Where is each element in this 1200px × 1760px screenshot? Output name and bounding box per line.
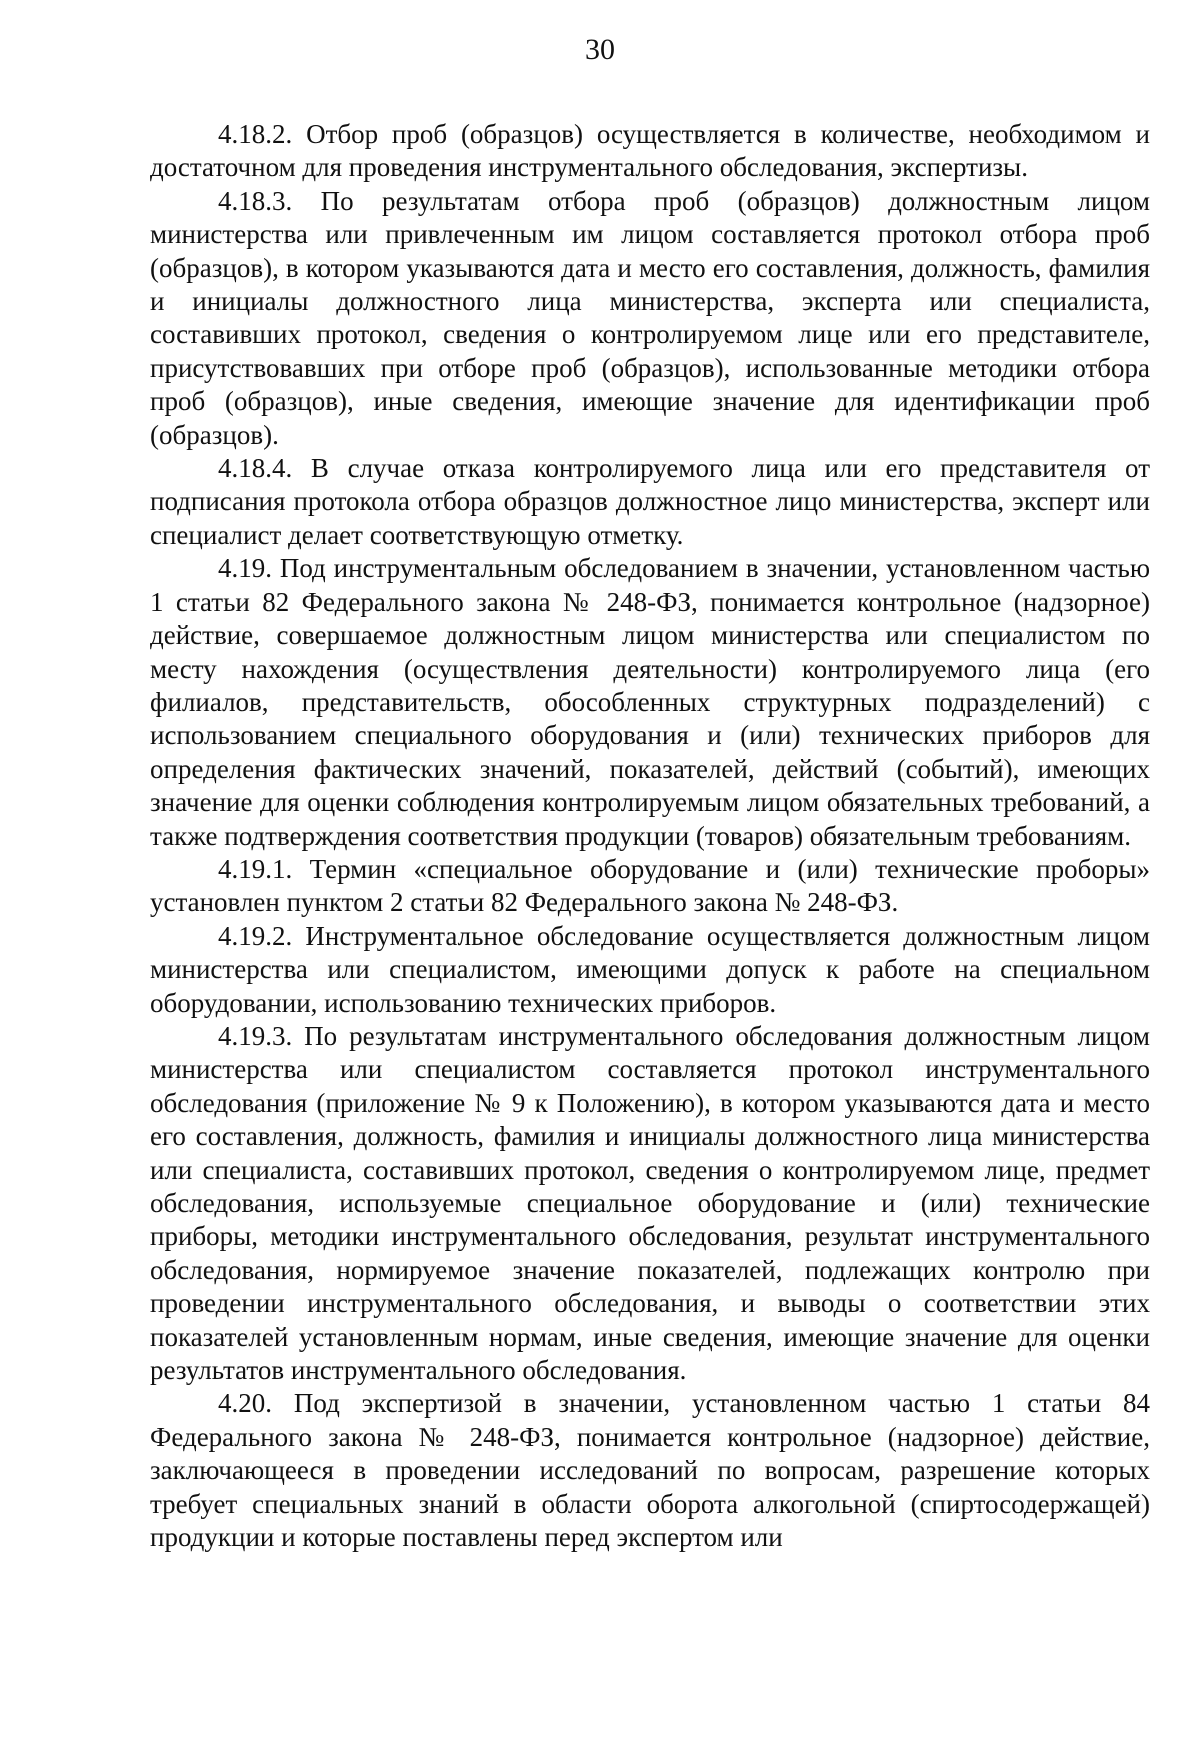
paragraph-4-19: 4.19. Под инструментальным обследованием в значении, установленном частью 1 статьи 82 Федерального закона № 248-ФЗ, понимается контрольное (надзорное) действие, совершаемое должностным лицом министерства или специалистом по месту нахождения (осуществления деятельности) контролируемого лица (его филиалов, представительств, обособленных структурных подразделений) с использованием специального оборудования и (или) технических приборов для определения фактических значений, показателей, действий (событий), имеющих значение для оценки соблюдения контролируемым лицом обязательных требований, а также подтверждения соответствия продукции (товаров) обязательным требованиям. [150, 553, 1150, 851]
document-body [150, 118, 1150, 1554]
paragraph-4-18-4: 4.18.4. В случае отказа контролируемого лица или его представителя от подписания протокола отбора образцов должностное лицо министерства, эксперт или специалист делает соответствующую отметку. [150, 453, 1150, 550]
paragraph-4-19-3: 4.19.3. По результатам инструментального обследования должностным лицом министерства или специалистом составляется протокол инструментального обследования (приложение № 9 к Положению), в котором указываются дата и место его составления, должность, фамилия и инициалы должностного лица министерства или специалиста, составивших протокол, сведения о контролируемом лице, предмет обследования, используемые специальное оборудование и (или) технические приборы, методики инструментального обследования, результат инструментального обследования, нормируемое значение показателей, подлежащих контролю при проведении инструментального обследования, и выводы о соответствии этих показателей установленным нормам, иные сведения, имеющие значение для оценки результатов инструментального обследования. [150, 1020, 1150, 1386]
paragraph-4-19-2: 4.19.2. Инструментальное обследование осуществляется должностным лицом министерства или специалистом, имеющими допуск к работе на специальном оборудовании, использованию технических приборов. [150, 920, 1150, 1018]
paragraph-4-19-1: 4.19.1. Термин «специальное оборудование и (или) технические проборы» установлен пунктом 2 статьи 82 Федерального закона № 248-ФЗ. [150, 853, 1150, 918]
paragraph-4-18-2: 4.18.2. Отбор проб (образцов) осуществляется в количестве, необходимом и достаточном для проведения инструментального обследования, экспертизы. [150, 119, 1150, 183]
page-number: 30 [585, 33, 615, 66]
paragraph-4-18-3: 4.18.3. По результатам отбора проб (образцов) должностным лицом министерства или привлеченным им лицом составляется протокол отбора проб (образцов), в котором указываются дата и место его составления, должность, фамилия и инициалы должностного лица министерства, эксперта или специалиста, составивших протокол, сведения о контролируемом лице или его представителе, присутствовавших при отборе проб (образцов), использованные методики отбора проб (образцов), иные сведения, имеющие значение для идентификации проб (образцов). [150, 185, 1150, 450]
paragraph-4-20: 4.20. Под экспертизой в значении, установленном частью 1 статьи 84 Федерального закона № 248-ФЗ, понимается контрольное (надзорное) действие, заключающееся в проведении исследований по вопросам, разрешение которых требует специальных знаний в области оборота алкогольной (спиртосодержащей) продукции и которые поставлены перед экспертом или [150, 1388, 1150, 1553]
